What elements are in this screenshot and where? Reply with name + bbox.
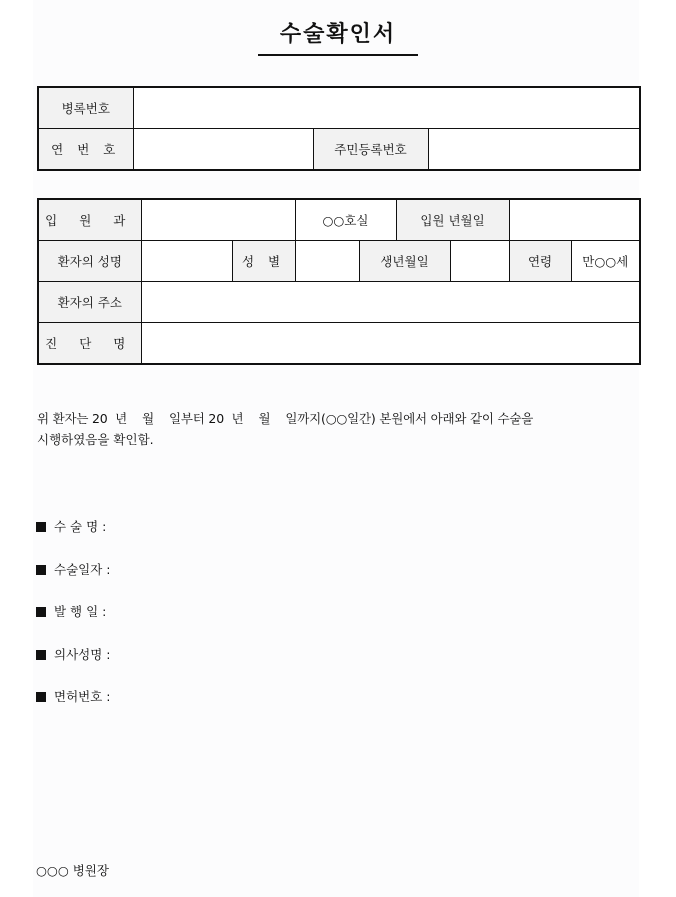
address-field[interactable]: [141, 282, 640, 323]
birth-field[interactable]: [450, 241, 509, 282]
doctor-name-row: [36, 647, 111, 663]
admit-date-label: 입원 년월일: [396, 199, 509, 241]
surgery-date-row: [36, 562, 111, 578]
serial-no-label: 연 번 호: [38, 129, 133, 171]
surgery-name-label: 수 술 명 :: [54, 519, 107, 534]
age-label: 연령: [509, 241, 571, 282]
hospital-director-signature: ○○○ 병원장: [36, 863, 109, 878]
record-no-field[interactable]: [133, 87, 640, 129]
diagnosis-label: 진 단 명: [38, 323, 141, 365]
sex-field[interactable]: [295, 241, 359, 282]
surgery-name-row: [36, 519, 106, 535]
document-title: 수술확인서: [258, 18, 418, 56]
dept-label: 입 원 과: [38, 199, 141, 241]
square-bullet-icon: [36, 692, 46, 702]
age-field[interactable]: 만○○세: [571, 241, 640, 282]
square-bullet-icon: [36, 565, 46, 575]
address-label: 환자의 주소: [38, 282, 141, 323]
record-no-label: 병록번호: [38, 87, 133, 129]
admit-date-field[interactable]: [509, 199, 640, 241]
square-bullet-icon: [36, 650, 46, 660]
patient-info-table: [37, 198, 641, 365]
serial-no-field[interactable]: [133, 129, 313, 171]
square-bullet-icon: [36, 522, 46, 532]
room-label: ○○호실: [295, 199, 396, 241]
statement-line-1: 위 환자는 20 년 월 일부터 20 년 월 일까지(○○일간) 본원에서 아래와 같이 수술을: [37, 411, 534, 426]
patient-name-field[interactable]: [141, 241, 232, 282]
document-title-wrapper: [0, 18, 676, 56]
patient-name-label: 환자의 성명: [38, 241, 141, 282]
statement-line-2: 시행하였음을 확인함.: [37, 432, 154, 447]
resident-no-label: 주민등록번호: [313, 129, 428, 171]
square-bullet-icon: [36, 607, 46, 617]
birth-label: 생년월일: [359, 241, 450, 282]
license-no-row: [36, 689, 111, 705]
record-info-table: [37, 86, 641, 171]
issue-date-row: [36, 604, 106, 620]
dept-field[interactable]: [141, 199, 295, 241]
sex-label: 성 별: [232, 241, 295, 282]
diagnosis-field[interactable]: [141, 323, 640, 365]
license-no-label: 면허번호 :: [54, 689, 111, 704]
resident-no-field[interactable]: [428, 129, 640, 171]
doctor-name-label: 의사성명 :: [54, 647, 111, 662]
confirmation-statement: [37, 408, 639, 450]
issue-date-label: 발 행 일 :: [54, 604, 107, 619]
surgery-date-label: 수술일자 :: [54, 562, 111, 577]
